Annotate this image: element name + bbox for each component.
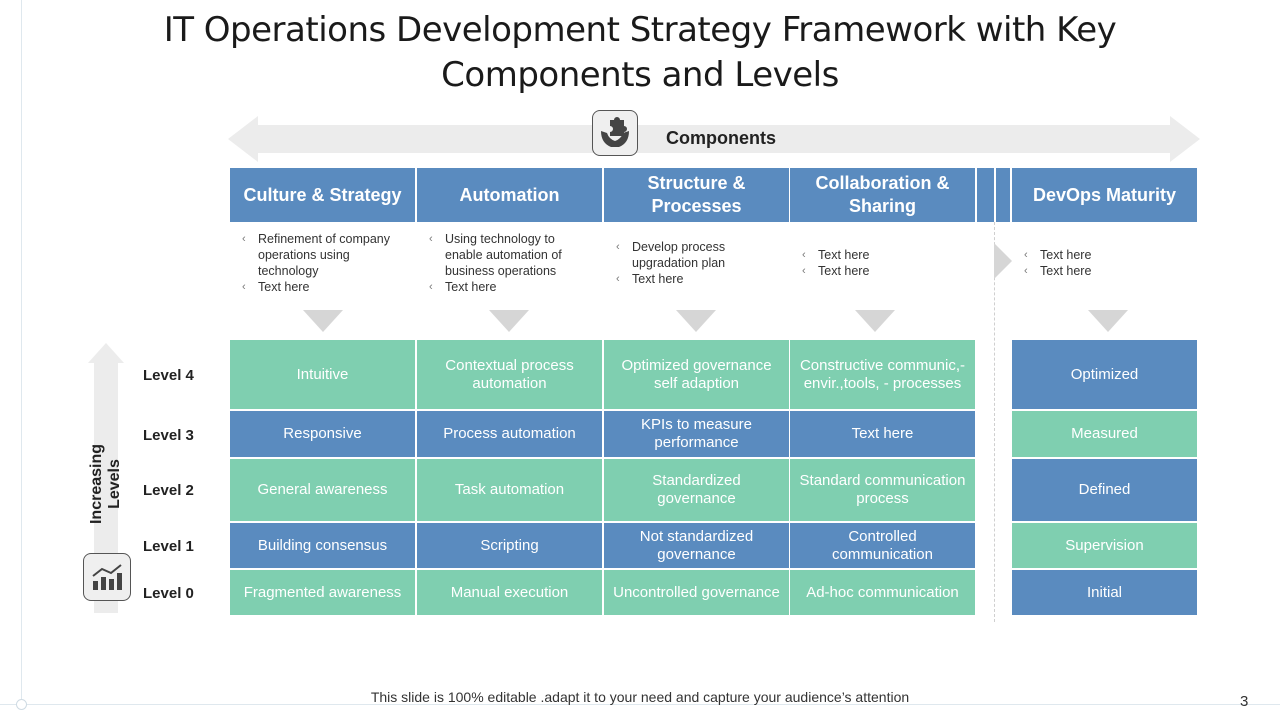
level-label-4: Level 4 — [143, 367, 194, 384]
header-devops-maturity: DevOps Maturity — [1012, 168, 1197, 222]
cell-level1-automation: Scripting — [417, 523, 602, 568]
page-title: IT Operations Development Strategy Framework with Key Components and Levels — [163, 10, 1117, 95]
bullet-item: ‹ Text here — [1022, 263, 1190, 279]
guide-line-vertical — [21, 0, 22, 705]
cell-level3-structure: KPIs to measure performance — [604, 411, 789, 457]
level-label-0: Level 0 — [143, 585, 194, 602]
cell-level4-maturity: Optimized — [1012, 340, 1197, 409]
separator-arrow-icon — [994, 243, 1014, 279]
cell-level3-automation: Process automation — [417, 411, 602, 457]
bullet-item: ‹ Text here — [800, 247, 968, 263]
header-spacer-left — [977, 168, 994, 222]
header-structure-processes: Structure & Processes — [604, 168, 789, 222]
hands-puzzle-icon — [592, 110, 638, 156]
header-automation: Automation — [417, 168, 602, 222]
bullet-item: ‹ Using technology to enable automation of business operations — [427, 231, 595, 279]
bullet-item: ‹ Refinement of company operations using technology — [240, 231, 408, 279]
cell-level0-maturity: Initial — [1012, 570, 1197, 615]
cell-level3-maturity: Measured — [1012, 411, 1197, 457]
cell-level1-culture: Building consensus — [230, 523, 415, 568]
cell-level2-structure: Standardized governance — [604, 459, 789, 521]
increasing-levels-label: Increasing Levels — [88, 443, 123, 525]
cell-level4-structure: Optimized governance self adaption — [604, 340, 789, 409]
cell-level0-automation: Manual execution — [417, 570, 602, 615]
bullets-devops-maturity — [1022, 247, 1190, 279]
footer-note: This slide is 100% editable .adapt it to your need and capture your audience’s attention — [370, 689, 910, 705]
header-culture-strategy: Culture & Strategy — [230, 168, 415, 222]
bullet-item: ‹ Text here — [240, 279, 408, 295]
components-label: Components — [666, 128, 776, 148]
level-label-2: Level 2 — [143, 482, 194, 499]
header-collaboration-sharing: Collaboration & Sharing — [790, 168, 975, 222]
cell-level1-collaboration: Controlled communication — [790, 523, 975, 568]
bullets-culture-strategy — [240, 231, 408, 295]
cell-level4-automation: Contextual process automation — [417, 340, 602, 409]
down-arrow-icon — [855, 310, 895, 332]
cell-level4-culture: Intuitive — [230, 340, 415, 409]
down-arrow-icon — [676, 310, 716, 332]
page-number: 3 — [1240, 693, 1249, 710]
cell-level0-collaboration: Ad-hoc communication — [790, 570, 975, 615]
cell-level2-culture: General awareness — [230, 459, 415, 521]
down-arrow-icon — [1088, 310, 1128, 332]
cell-level1-structure: Not standardized governance — [604, 523, 789, 568]
cell-level2-collaboration: Standard communication process — [790, 459, 975, 521]
bullets-automation — [427, 231, 595, 295]
cell-level3-culture: Responsive — [230, 411, 415, 457]
bullet-item: ‹ Develop process upgradation plan — [614, 239, 782, 271]
cell-level0-structure: Uncontrolled governance — [604, 570, 789, 615]
bullet-item: ‹ Text here — [427, 279, 595, 295]
level-label-3: Level 3 — [143, 427, 194, 444]
bullet-item: ‹ Text here — [614, 271, 782, 287]
cell-level2-automation: Task automation — [417, 459, 602, 521]
bullet-item: ‹ Text here — [1022, 247, 1190, 263]
bullets-structure-processes — [614, 239, 782, 287]
bullets-collaboration-sharing — [800, 247, 968, 279]
bar-chart-trend-icon — [83, 553, 131, 601]
maturity-separator — [994, 222, 995, 622]
cell-level3-collaboration: Text here — [790, 411, 975, 457]
bullet-item: ‹ Text here — [800, 263, 968, 279]
down-arrow-icon — [303, 310, 343, 332]
level-label-1: Level 1 — [143, 538, 194, 555]
cell-level0-culture: Fragmented awareness — [230, 570, 415, 615]
down-arrow-icon — [489, 310, 529, 332]
cell-level4-collaboration: Constructive communic,- envir.,tools, - processes — [790, 340, 975, 409]
cell-level1-maturity: Supervision — [1012, 523, 1197, 568]
header-spacer-right — [996, 168, 1010, 222]
cell-level2-maturity: Defined — [1012, 459, 1197, 521]
